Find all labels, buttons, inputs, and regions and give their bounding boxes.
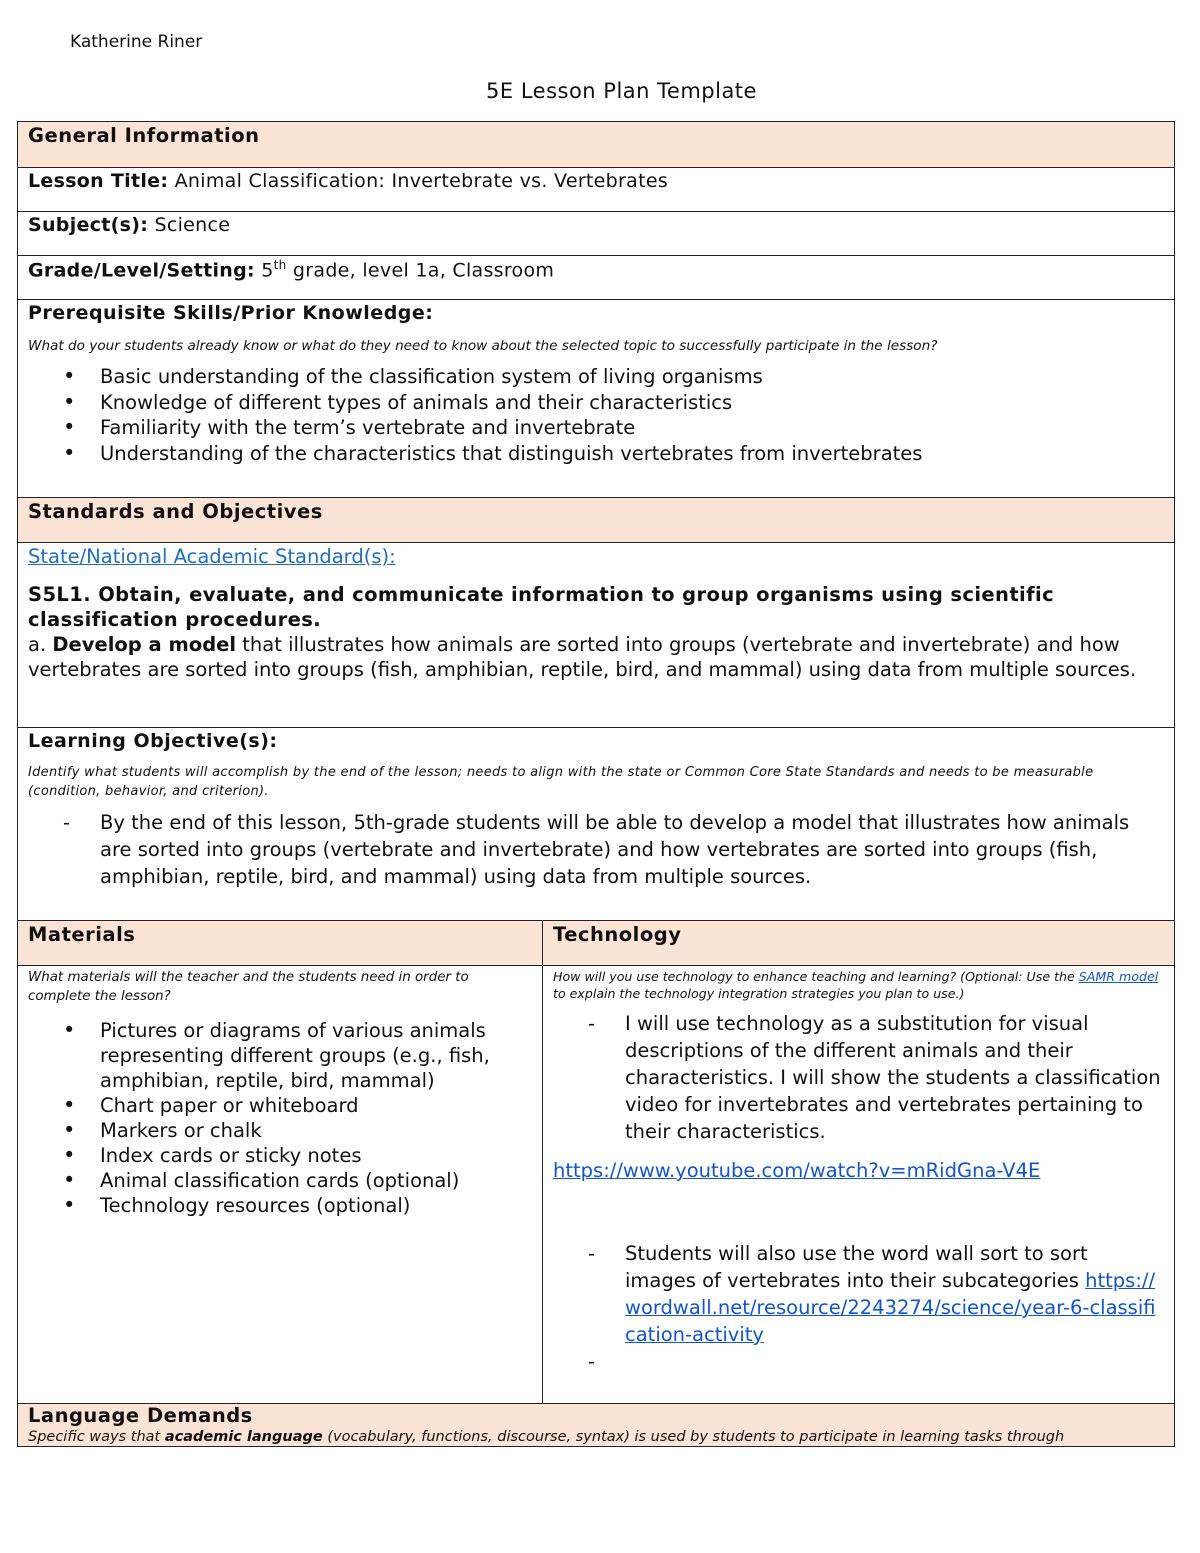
list-item: • Basic understanding of the classification system of living organisms [100, 364, 1164, 390]
list-item: • Understanding of the characteristics that distinguish vertebrates from invertebrates [100, 441, 1164, 467]
materials-tech-header-row [18, 921, 1175, 966]
list-item: • Chart paper or whiteboard [100, 1093, 532, 1118]
technology-hint-text: How will you use technology to enhance teaching and learning? (Optional: Use the [553, 969, 1075, 984]
grade-value-superscript: th [273, 258, 287, 272]
prereq-list [28, 364, 1164, 466]
technology-heading: Technology [553, 923, 682, 946]
document-title: 5E Lesson Plan Template [486, 79, 757, 103]
list-item: • Index cards or sticky notes [100, 1143, 532, 1168]
language-demands-heading: Language Demands [28, 1404, 253, 1427]
wordwall-description: Students will also use the word wall sort to sort images of vertebrates into their subcategories [625, 1242, 1088, 1292]
list-item: • Markers or chalk [100, 1118, 532, 1143]
list-item: • Pictures or diagrams of various animals representing different groups (e.g., fish, amphibian, reptile, bird, mammal) [100, 1018, 532, 1093]
wordwall-link[interactable]: https://wordwall.net/resource/2243274/science/year-6-classification-activity [625, 1269, 1156, 1346]
prereq-row [18, 300, 1175, 498]
technology-hint-text-end: to explain the technology integration strategies you plan to use.) [553, 986, 965, 1001]
materials-hint: What materials will the teacher and the students need in order to complete the lesson? [28, 970, 469, 1004]
list-item: • Animal classification cards (optional) [100, 1168, 532, 1193]
general-information-heading: General Information [28, 124, 260, 147]
technology-hint [553, 968, 1164, 1002]
list-item-empty [625, 1348, 1164, 1375]
samr-model-link[interactable]: SAMR model [1078, 969, 1159, 984]
standards-row [18, 543, 1175, 728]
list-item: • Knowledge of different types of animals and their characteristics [100, 390, 1164, 416]
standard-code-heading: S5L1. Obtain, evaluate, and communicate information to group organisms using scientific classification procedures. [28, 583, 1055, 631]
list-item: • Technology resources (optional) [100, 1193, 532, 1218]
grade-label: Grade/Level/Setting: [28, 259, 255, 282]
subject-label: Subject(s): [28, 214, 149, 236]
standards-heading: Standards and Objectives [28, 500, 323, 523]
grade-value-number: 5 [261, 259, 274, 282]
prereq-hint: What do your students already know or what do they need to know about the selected topic to successfully participate in the lesson? [28, 338, 938, 354]
list-item: • Familiarity with the term’s vertebrate and invertebrate [100, 415, 1164, 441]
standard-sub-rest: that illustrates how animals are sorted into groups (vertebrate and invertebrate) and how vertebrates are sorted into groups (fish, amphibian, reptile, bird, and mammal) using data from multiple sources. [28, 633, 1137, 681]
list-item [625, 1240, 1164, 1348]
materials-list [28, 1018, 532, 1218]
learning-objective-list [28, 809, 1164, 890]
subject-row [18, 212, 1175, 256]
prereq-heading: Prerequisite Skills/Prior Knowledge: [28, 302, 434, 324]
materials-heading: Materials [28, 923, 136, 946]
lesson-title-value: Animal Classification: Invertebrate vs. Vertebrates [174, 170, 669, 192]
language-hint-text-end: (vocabulary, functions, discourse, syntax) is used by students to participate in learning tasks through [327, 1429, 1065, 1445]
grade-row [18, 256, 1175, 300]
standard-sub-prefix: a. [28, 633, 47, 656]
learning-objective-row [18, 728, 1175, 921]
standard-description [28, 632, 1164, 682]
author-name: Katherine Riner [70, 32, 203, 52]
language-demands-hint [28, 1428, 1164, 1446]
standard-sub-bold: Develop a model [52, 633, 237, 656]
learning-objective-hint: Identify what students will accomplish by the end of the lesson; needs to align with the state or Common Core State Standards and needs to be measurable (condition, behavior, and criterion). [28, 765, 1094, 799]
grade-value-rest: grade, level 1a, Classroom [292, 259, 555, 282]
youtube-video-link[interactable]: https://www.youtube.com/watch?v=mRidGna-V4E [553, 1159, 1041, 1182]
list-item: - I will use technology as a substitution for visual descriptions of the different animals and their characteristics. I will show the students a classification video for invertebrates and vertebrates pertaining to their characteristics. [625, 1010, 1164, 1145]
language-hint-bold: academic language [164, 1429, 323, 1445]
standards-header-row [18, 498, 1175, 543]
lesson-plan-table [17, 121, 1175, 1447]
learning-objective-heading: Learning Objective(s): [28, 730, 278, 752]
technology-list-1 [553, 1010, 1164, 1145]
state-standard-link[interactable]: State/National Academic Standard(s): [28, 545, 396, 568]
general-header-row [18, 122, 1175, 168]
materials-tech-row [18, 966, 1175, 1404]
language-demands-row [18, 1404, 1175, 1447]
lesson-title-row [18, 168, 1175, 212]
technology-list-2 [553, 1240, 1164, 1375]
language-hint-text: Specific ways that [28, 1429, 161, 1445]
list-item: - By the end of this lesson, 5th-grade students will be able to develop a model that illustrates how animals are sorted into groups (vertebrate and invertebrate) and how vertebrates are sorted into groups (fish, amphibian, reptile, bird, and mammal) using data from multiple sources. [100, 809, 1164, 890]
subject-value: Science [154, 214, 231, 236]
lesson-title-label: Lesson Title: [28, 170, 169, 192]
